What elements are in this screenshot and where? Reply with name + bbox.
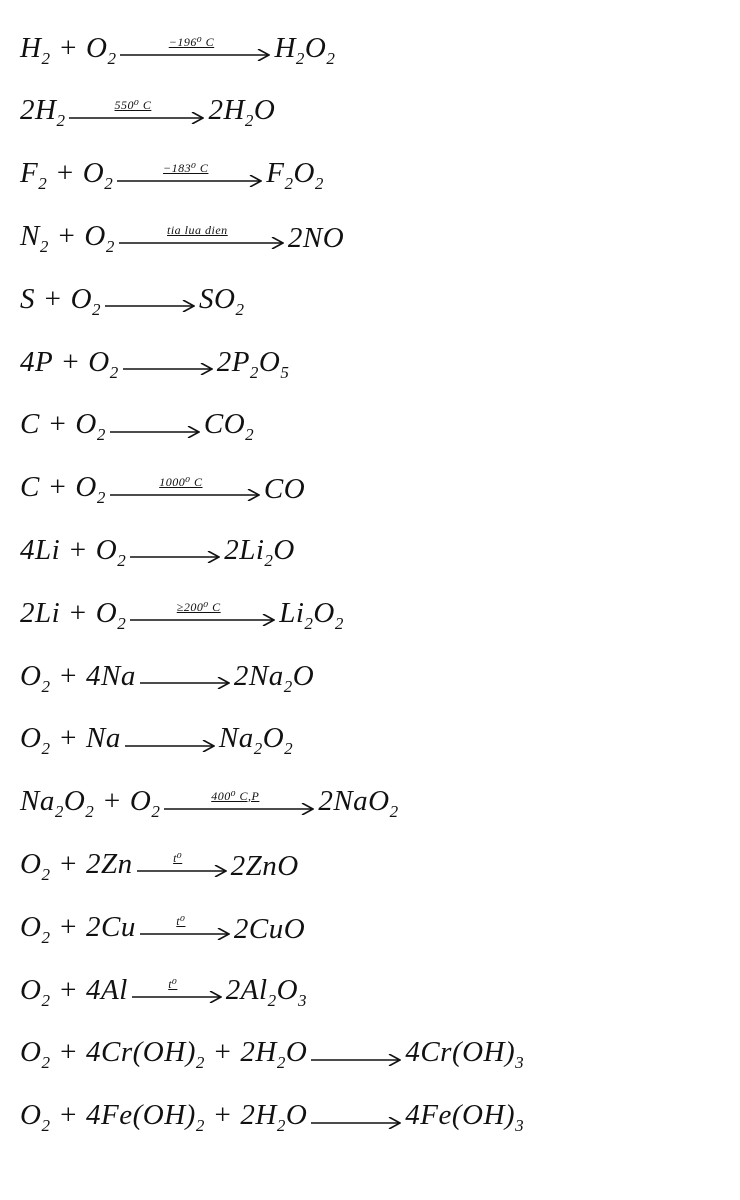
subscript: 2 [109,362,119,382]
equation-line [20,1098,524,1138]
formula-text: + O [50,31,108,64]
reaction-arrow [132,977,222,1003]
formula-text: O [20,722,42,755]
subscript: 2 [92,299,102,319]
subscript: 2 [41,676,51,696]
products [274,32,335,69]
reactants [20,32,116,69]
subscript: 2 [267,990,277,1010]
arrow-icon [120,49,270,61]
reactants [20,660,136,697]
reaction-condition: t⁰ [168,977,178,991]
arrow-icon [130,551,220,563]
reaction-condition: t⁰ [173,851,183,866]
subscript: 2 [41,1053,51,1073]
formula-text: 4P + O [20,345,110,378]
arrow-icon [110,489,260,501]
reaction-condition [110,412,200,426]
arrow-icon [311,1117,401,1129]
arrow-icon [137,865,227,877]
subscript: 2 [41,927,51,947]
equation-line [20,721,293,761]
subscript: 2 [54,802,64,822]
reaction-arrow [311,1040,401,1066]
subscript: 2 [264,550,274,570]
subscript: 2 [326,48,336,68]
reaction-condition: −196⁰ C [168,35,215,49]
products [288,222,344,255]
equation-line [20,595,344,635]
arrow-icon [117,175,262,187]
formula-text: 4Cr(OH) [405,1036,516,1069]
subscript: 2 [284,174,294,194]
subscript: 2 [41,1116,51,1136]
reaction-condition [311,1103,401,1117]
formula-text: S + O [20,282,93,315]
products [264,473,305,506]
reactants [20,597,126,634]
reaction-arrow [123,349,213,375]
formula-text: + 4Na [50,659,136,692]
formula-text: Li [279,596,305,629]
formula-text: O [63,785,86,818]
reaction-condition [105,286,195,300]
formula-text: O [20,973,42,1006]
reaction-arrow [311,1103,401,1129]
reaction-arrow [69,98,204,124]
arrow-icon [105,300,195,312]
formula-text: 2H [208,94,245,127]
formula-text: + 4Cr(OH) [50,1036,196,1069]
reactants [20,785,160,822]
reaction-condition [130,537,220,551]
subscript: 2 [249,362,259,382]
formula-text: Na [218,722,254,755]
equation-line [20,909,305,949]
formula-text: + O [47,157,105,190]
reactants [20,722,121,759]
subscript: 2 [96,425,106,445]
reactants [20,94,65,131]
formula-text: O [313,596,335,629]
formula-text: 2P [216,345,250,378]
products [279,597,344,634]
equation-line [20,30,335,70]
reactants [20,408,106,445]
formula-text: + 2Cu [50,910,136,943]
formula-text: 2NaO [318,785,390,818]
products [204,408,254,445]
reactants [20,911,136,948]
subscript: 2 [151,802,161,822]
formula-text: CO [203,408,246,441]
formula-text: O [285,1036,308,1069]
formula-text: + 2Zn [50,847,133,880]
formula-text: + 4Al [50,973,128,1006]
reaction-condition: t⁰ [176,914,186,929]
formula-text: + 2H [204,1036,277,1069]
formula-text: O [285,1099,308,1132]
equation-line [20,846,299,886]
formula-text: 4Li + O [20,533,118,566]
equation-line [20,470,305,510]
subscript: 2 [276,1053,286,1073]
reaction-arrow [117,161,262,187]
formula-text: O [20,659,42,692]
arrow-icon [119,237,284,249]
formula-text: O [20,1099,42,1132]
subscript: 2 [304,613,314,633]
formula-text: O [262,722,285,755]
formula-text: + 4Fe(OH) [50,1099,196,1132]
formula-text: O [304,31,327,64]
products [231,850,299,883]
subscript: 2 [235,299,245,319]
equation-line [20,532,295,572]
reaction-condition: tia lua dien [167,223,228,238]
formula-text: 2ZnO [230,849,299,882]
reactants [20,471,106,508]
subscript: 2 [253,739,263,759]
reaction-arrow [110,475,260,501]
arrow-icon [125,740,215,752]
subscript: 2 [284,739,294,759]
reaction-condition: 550⁰ C [114,97,152,112]
subscript: 2 [104,174,114,194]
formula-text: O [253,94,276,127]
products [318,785,398,822]
formula-text: C + O [20,471,97,504]
arrow-icon [130,614,275,626]
equation-line [20,344,289,384]
reaction-condition [123,349,213,363]
arrow-icon [311,1054,401,1066]
subscript: 2 [276,1116,286,1136]
products [226,974,307,1011]
products [405,1036,524,1073]
subscript: 2 [41,990,51,1010]
subscript: 3 [298,990,308,1010]
formula-text: 2Na [233,659,284,692]
reactants [20,220,115,257]
reaction-arrow [105,286,195,312]
equation-line [20,784,399,824]
arrow-icon [69,112,204,124]
subscript: 2 [245,425,255,445]
formula-text: O [276,973,299,1006]
formula-text: 2Al [225,973,268,1006]
formula-text: 2H [20,94,57,127]
formula-text: + O [94,785,152,818]
reaction-arrow [120,35,270,61]
formula-text: H [20,31,42,64]
subscript: 2 [85,802,95,822]
arrow-icon [110,426,200,438]
equation-line [20,407,254,447]
formula-text: 4Fe(OH) [405,1099,516,1132]
subscript: 2 [41,864,51,884]
formula-text: + 2H [204,1099,277,1132]
equation-line [20,1035,524,1075]
subscript: 2 [334,613,344,633]
formula-text: H [274,31,296,64]
reaction-arrow [140,663,230,689]
reactants [20,848,133,885]
subscript: 2 [295,48,305,68]
products [217,346,290,383]
products [199,283,244,320]
subscript: 2 [195,1116,205,1136]
subscript: 2 [41,48,51,68]
formula-text: Na [20,785,55,818]
subscript: 2 [283,676,293,696]
reactants [20,283,101,320]
formula-text: O [292,659,315,692]
formula-text: CO [263,473,306,506]
reaction-condition: 1000⁰ C [159,474,203,489]
subscript: 3 [515,1116,525,1136]
reaction-condition [140,663,230,677]
reaction-arrow [130,537,220,563]
formula-text: O [273,533,295,566]
subscript: 5 [280,362,290,382]
formula-text: + Na [50,722,121,755]
arrow-icon [132,991,222,1003]
arrow-icon [140,928,230,940]
formula-text: SO [199,282,236,315]
subscript: 2 [96,488,106,508]
subscript: 2 [105,236,115,256]
subscript: 2 [389,802,399,822]
formula-text: 2Li + O [20,596,118,629]
subscript: 2 [314,174,324,194]
formula-text: F [20,157,39,190]
formula-text: O [20,910,42,943]
reaction-arrow [110,412,200,438]
reactants [20,974,128,1011]
formula-text: N [20,219,40,252]
equation-line [20,93,275,133]
reaction-arrow [137,851,227,877]
formula-text: 2Li [224,533,265,566]
formula-text: F [266,157,285,190]
reactants [20,534,126,571]
products [234,913,305,946]
subscript: 3 [515,1053,525,1073]
subscript: 2 [107,48,117,68]
products [405,1099,524,1136]
reaction-arrow [130,600,275,626]
subscript: 2 [244,111,254,131]
subscript: 2 [41,739,51,759]
arrow-icon [164,803,314,815]
reactants [20,346,119,383]
formula-text: + O [48,219,106,252]
formula-text: 2NO [287,221,345,254]
formula-text: 2CuO [233,912,306,945]
equation-line [20,218,344,258]
equation-line [20,658,314,698]
arrow-icon [123,363,213,375]
products [234,660,314,697]
formula-text: O [258,345,281,378]
reaction-arrow [164,789,314,815]
reactants [20,1036,307,1073]
products [266,157,324,194]
reactants [20,1099,307,1136]
reaction-arrow [119,223,284,249]
reaction-condition [311,1040,401,1054]
reaction-condition: ≥200⁰ C [176,600,221,615]
reaction-arrow [125,726,215,752]
subscript: 2 [117,550,127,570]
subscript: 2 [39,236,49,256]
products [208,94,275,131]
equation-line [20,281,244,321]
formula-text: C + O [20,408,97,441]
subscript: 2 [195,1053,205,1073]
reactants [20,157,113,194]
products [224,534,295,571]
reaction-arrow [140,914,230,940]
products [219,722,293,759]
subscript: 2 [38,174,48,194]
subscript: 2 [56,111,66,131]
reaction-condition: 400⁰ C,P [211,788,260,803]
arrow-icon [140,677,230,689]
subscript: 2 [117,613,127,633]
formula-text: O [20,1036,42,1069]
equation-line [20,972,307,1012]
formula-text: O [293,157,315,190]
reaction-condition [125,726,215,740]
equation-line [20,156,324,196]
reaction-condition: −183⁰ C [163,160,209,175]
formula-text: O [20,847,42,880]
